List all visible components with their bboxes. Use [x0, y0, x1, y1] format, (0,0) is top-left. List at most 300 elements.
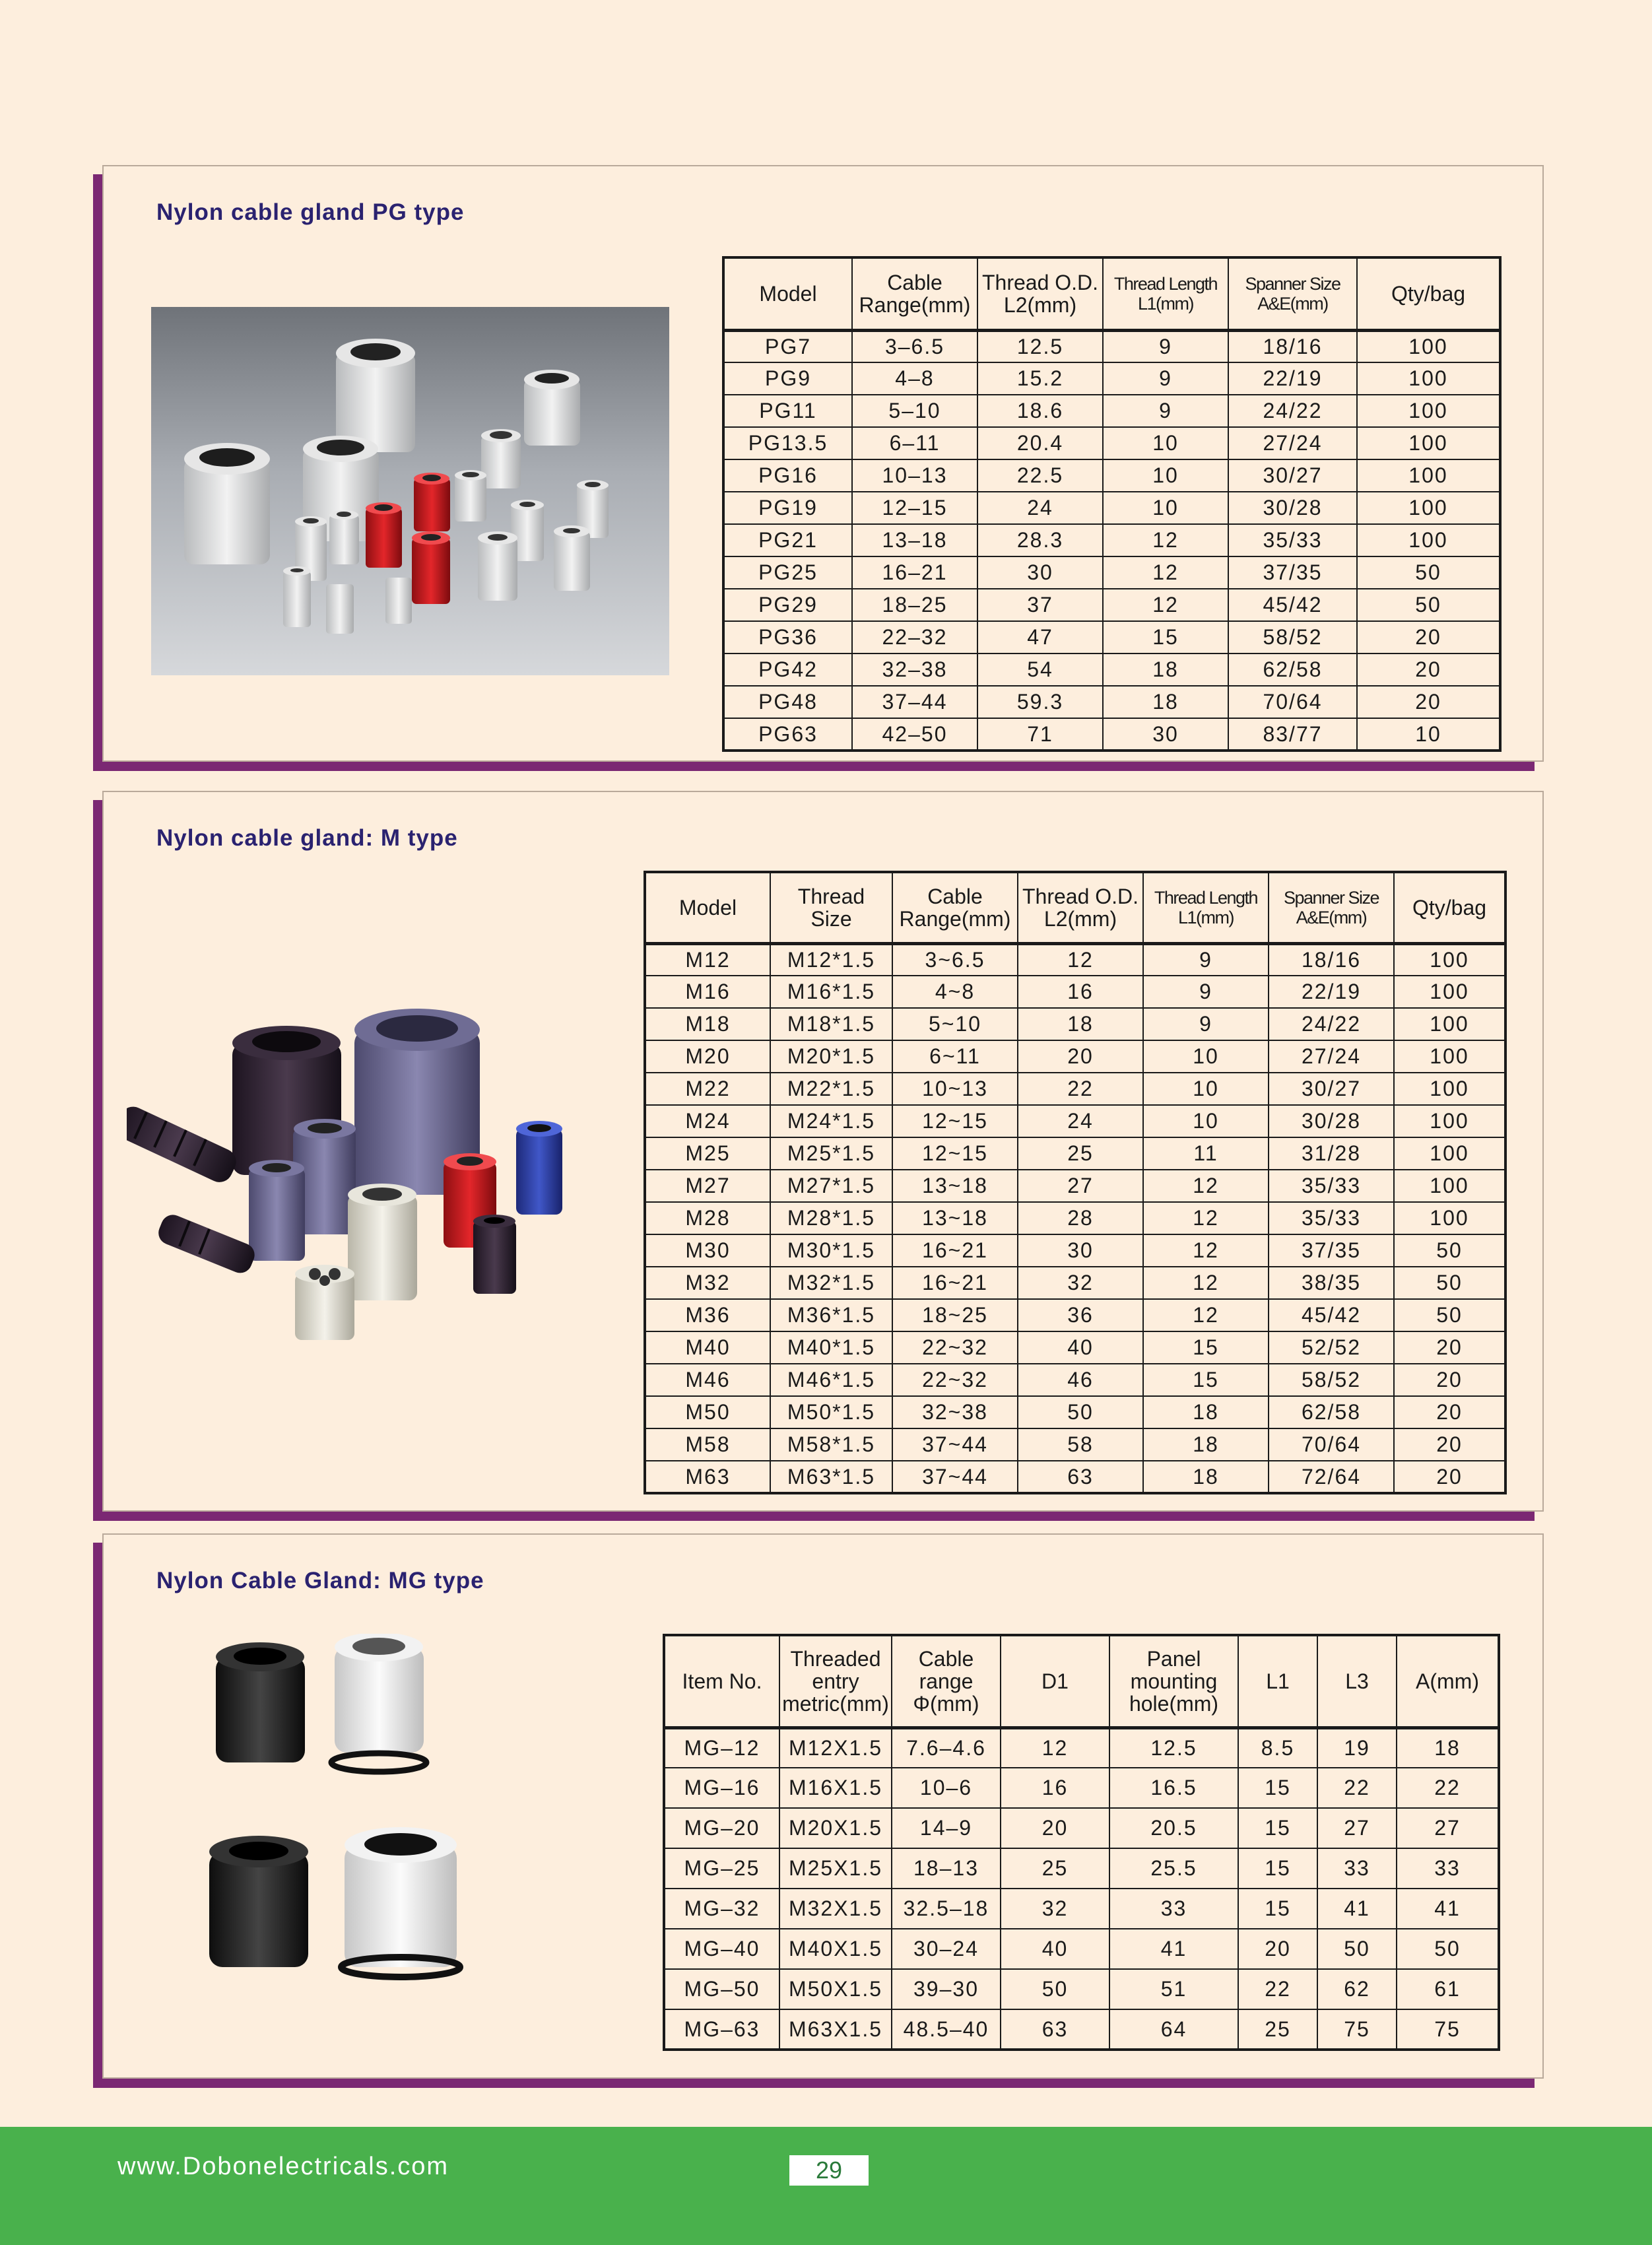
- table-cell: 12: [1143, 1267, 1269, 1299]
- column-header: Item No.: [664, 1635, 779, 1727]
- column-header: Cable Range(mm): [852, 257, 977, 330]
- table-cell: MG–63: [664, 2009, 779, 2050]
- table-cell: 20: [1018, 1040, 1143, 1073]
- table-header-row: [664, 1635, 1499, 1727]
- table-cell: 28.3: [977, 524, 1103, 556]
- table-cell: M25*1.5: [770, 1137, 892, 1170]
- table-cell: 8.5: [1238, 1727, 1317, 1768]
- table-cell: M50: [645, 1396, 770, 1428]
- table-cell: 9: [1143, 976, 1269, 1008]
- table-cell: 37/35: [1269, 1234, 1394, 1267]
- m-spec-table: [644, 871, 1507, 1494]
- table-cell: PG29: [723, 589, 852, 621]
- table-cell: 18–25: [852, 589, 977, 621]
- table-cell: 30: [1018, 1234, 1143, 1267]
- table-cell: 4–8: [852, 362, 977, 395]
- table-cell: MG–25: [664, 1848, 779, 1889]
- table-cell: 12: [1143, 1170, 1269, 1202]
- column-header: Thread Length L1(mm): [1103, 257, 1228, 330]
- table-cell: 13–18: [852, 524, 977, 556]
- column-header: L3: [1317, 1635, 1397, 1727]
- table-cell: 20: [1394, 1331, 1505, 1364]
- table-row: [664, 1929, 1499, 1969]
- table-cell: 61: [1397, 1969, 1499, 2009]
- table-cell: 50: [1394, 1234, 1505, 1267]
- table-row: [645, 1170, 1505, 1202]
- table-cell: 16–21: [852, 556, 977, 589]
- table-cell: M16*1.5: [770, 976, 892, 1008]
- table-cell: M63X1.5: [779, 2009, 892, 2050]
- table-cell: 50: [1357, 556, 1500, 589]
- table-row: [723, 556, 1500, 589]
- table-cell: M40*1.5: [770, 1331, 892, 1364]
- table-cell: 3–6.5: [852, 330, 977, 362]
- table-row: [664, 1848, 1499, 1889]
- table-row: [723, 524, 1500, 556]
- page-footer: [0, 2127, 1652, 2245]
- table-cell: 40: [1018, 1331, 1143, 1364]
- table-cell: 9: [1103, 330, 1228, 362]
- table-cell: 45/42: [1269, 1299, 1394, 1331]
- table-header-row: [723, 257, 1500, 330]
- column-header: Qty/bag: [1357, 257, 1500, 330]
- table-cell: 27/24: [1269, 1040, 1394, 1073]
- column-header: Qty/bag: [1394, 872, 1505, 943]
- table-cell: M58*1.5: [770, 1428, 892, 1461]
- table-cell: 70/64: [1228, 686, 1357, 718]
- table-cell: 42–50: [852, 718, 977, 751]
- table-cell: M46: [645, 1364, 770, 1396]
- table-cell: M27*1.5: [770, 1170, 892, 1202]
- table-cell: 30/27: [1228, 459, 1357, 492]
- table-cell: 37: [977, 589, 1103, 621]
- table-cell: 70/64: [1269, 1428, 1394, 1461]
- table-cell: M24*1.5: [770, 1105, 892, 1137]
- table-cell: 58: [1018, 1428, 1143, 1461]
- column-header: Thread O.D. L2(mm): [1018, 872, 1143, 943]
- table-cell: 10–13: [852, 459, 977, 492]
- table-cell: 100: [1394, 976, 1505, 1008]
- column-header: Thread Length L1(mm): [1143, 872, 1269, 943]
- table-cell: 54: [977, 653, 1103, 686]
- table-cell: 18/16: [1228, 330, 1357, 362]
- table-cell: 37~44: [892, 1428, 1018, 1461]
- table-row: [645, 1461, 1505, 1493]
- table-cell: MG–16: [664, 1768, 779, 1808]
- table-cell: M30: [645, 1234, 770, 1267]
- table-cell: M20: [645, 1040, 770, 1073]
- table-header-row: [645, 872, 1505, 943]
- table-cell: 20: [1001, 1808, 1109, 1848]
- table-cell: 27/24: [1228, 427, 1357, 459]
- column-header: Threaded entry metric(mm): [779, 1635, 892, 1727]
- table-cell: 12: [1143, 1234, 1269, 1267]
- table-cell: 32–38: [852, 653, 977, 686]
- table-cell: 40: [1001, 1929, 1109, 1969]
- table-row: [645, 1299, 1505, 1331]
- table-cell: 46: [1018, 1364, 1143, 1396]
- table-cell: M20X1.5: [779, 1808, 892, 1848]
- table-cell: 100: [1357, 492, 1500, 524]
- table-row: [645, 943, 1505, 976]
- table-cell: 20: [1394, 1364, 1505, 1396]
- table-cell: 30: [1103, 718, 1228, 751]
- table-row: [645, 1396, 1505, 1428]
- table-cell: 4~8: [892, 976, 1018, 1008]
- table-cell: 31/28: [1269, 1137, 1394, 1170]
- table-cell: 13~18: [892, 1170, 1018, 1202]
- table-cell: 24: [977, 492, 1103, 524]
- table-cell: 22: [1018, 1073, 1143, 1105]
- pg-section: [102, 165, 1544, 762]
- table-cell: 100: [1394, 1170, 1505, 1202]
- table-cell: 32: [1018, 1267, 1143, 1299]
- table-cell: M50*1.5: [770, 1396, 892, 1428]
- table-row: [664, 2009, 1499, 2050]
- table-cell: M16X1.5: [779, 1768, 892, 1808]
- table-cell: 15: [1238, 1808, 1317, 1848]
- column-header: Panel mounting hole(mm): [1109, 1635, 1238, 1727]
- table-cell: 18/16: [1269, 943, 1394, 976]
- table-cell: 38/35: [1269, 1267, 1394, 1299]
- table-cell: 13~18: [892, 1202, 1018, 1234]
- table-row: [723, 686, 1500, 718]
- table-cell: M16: [645, 976, 770, 1008]
- table-cell: 100: [1357, 330, 1500, 362]
- table-cell: 62: [1317, 1969, 1397, 2009]
- table-cell: 48.5–40: [892, 2009, 1001, 2050]
- table-cell: 12: [1143, 1299, 1269, 1331]
- table-row: [723, 492, 1500, 524]
- table-cell: 41: [1317, 1889, 1397, 1929]
- table-cell: 9: [1143, 943, 1269, 976]
- table-cell: M63: [645, 1461, 770, 1493]
- table-cell: M28*1.5: [770, 1202, 892, 1234]
- table-cell: M36*1.5: [770, 1299, 892, 1331]
- table-cell: PG11: [723, 395, 852, 427]
- table-cell: 15.2: [977, 362, 1103, 395]
- table-cell: M22: [645, 1073, 770, 1105]
- table-cell: 33: [1317, 1848, 1397, 1889]
- table-row: [723, 395, 1500, 427]
- table-cell: 19: [1317, 1727, 1397, 1768]
- table-row: [645, 1428, 1505, 1461]
- column-header: Thread Size: [770, 872, 892, 943]
- table-cell: 50: [1317, 1929, 1397, 1969]
- table-cell: 25: [1001, 1848, 1109, 1889]
- table-cell: 12.5: [1109, 1727, 1238, 1768]
- table-cell: 16~21: [892, 1234, 1018, 1267]
- table-row: [723, 589, 1500, 621]
- table-cell: 18: [1143, 1428, 1269, 1461]
- column-header: Cable range Φ(mm): [892, 1635, 1001, 1727]
- column-header: L1: [1238, 1635, 1317, 1727]
- table-cell: 100: [1394, 1008, 1505, 1040]
- table-cell: PG19: [723, 492, 852, 524]
- table-cell: 58/52: [1269, 1364, 1394, 1396]
- table-cell: 12.5: [977, 330, 1103, 362]
- table-cell: 63: [1001, 2009, 1109, 2050]
- table-cell: 72/64: [1269, 1461, 1394, 1493]
- table-cell: 22/19: [1228, 362, 1357, 395]
- table-cell: 100: [1394, 1137, 1505, 1170]
- table-cell: 41: [1109, 1929, 1238, 1969]
- table-cell: PG13.5: [723, 427, 852, 459]
- table-cell: 30/28: [1228, 492, 1357, 524]
- table-cell: 100: [1357, 459, 1500, 492]
- table-cell: M18: [645, 1008, 770, 1040]
- table-cell: 20: [1357, 686, 1500, 718]
- table-cell: 5~10: [892, 1008, 1018, 1040]
- table-cell: MG–50: [664, 1969, 779, 2009]
- table-cell: M18*1.5: [770, 1008, 892, 1040]
- table-cell: 45/42: [1228, 589, 1357, 621]
- table-cell: 18–13: [892, 1848, 1001, 1889]
- table-cell: M20*1.5: [770, 1040, 892, 1073]
- table-cell: 50: [1018, 1396, 1143, 1428]
- table-cell: PG36: [723, 621, 852, 653]
- table-cell: 30/27: [1269, 1073, 1394, 1105]
- table-cell: PG42: [723, 653, 852, 686]
- table-row: [664, 1808, 1499, 1848]
- table-cell: PG16: [723, 459, 852, 492]
- table-cell: 37~44: [892, 1461, 1018, 1493]
- column-header: A(mm): [1397, 1635, 1499, 1727]
- table-cell: 6~11: [892, 1040, 1018, 1073]
- pg-section-title: Nylon cable gland PG type: [156, 199, 465, 225]
- table-cell: 64: [1109, 2009, 1238, 2050]
- table-cell: 100: [1394, 1105, 1505, 1137]
- table-cell: 9: [1103, 395, 1228, 427]
- table-cell: 100: [1357, 524, 1500, 556]
- table-row: [645, 1331, 1505, 1364]
- column-header: Spanner Size A&E(mm): [1228, 257, 1357, 330]
- table-cell: M36: [645, 1299, 770, 1331]
- table-cell: 35/33: [1269, 1170, 1394, 1202]
- table-cell: 50: [1394, 1267, 1505, 1299]
- table-cell: 33: [1397, 1848, 1499, 1889]
- table-cell: PG7: [723, 330, 852, 362]
- website-link[interactable]: www.Dobonelectricals.com: [117, 2153, 449, 2180]
- column-header: D1: [1001, 1635, 1109, 1727]
- table-cell: 12: [1103, 556, 1228, 589]
- table-row: [645, 976, 1505, 1008]
- table-cell: MG–20: [664, 1808, 779, 1848]
- table-cell: 12~15: [892, 1137, 1018, 1170]
- table-row: [723, 653, 1500, 686]
- table-row: [664, 1889, 1499, 1929]
- table-cell: M30*1.5: [770, 1234, 892, 1267]
- table-cell: 15: [1238, 1848, 1317, 1889]
- table-cell: 9: [1143, 1008, 1269, 1040]
- table-cell: 71: [977, 718, 1103, 751]
- mg-spec-table: [663, 1634, 1500, 2051]
- table-row: [723, 621, 1500, 653]
- table-cell: 30–24: [892, 1929, 1001, 1969]
- column-header: Model: [723, 257, 852, 330]
- table-cell: M32*1.5: [770, 1267, 892, 1299]
- table-row: [664, 1969, 1499, 2009]
- pg-table-body: [723, 330, 1500, 751]
- table-cell: 25.5: [1109, 1848, 1238, 1889]
- table-cell: 20: [1394, 1428, 1505, 1461]
- table-cell: 83/77: [1228, 718, 1357, 751]
- table-cell: M25X1.5: [779, 1848, 892, 1889]
- table-cell: 18: [1143, 1396, 1269, 1428]
- table-cell: 22~32: [892, 1364, 1018, 1396]
- table-cell: M28: [645, 1202, 770, 1234]
- table-cell: M27: [645, 1170, 770, 1202]
- table-cell: 12: [1103, 589, 1228, 621]
- table-cell: 16: [1001, 1768, 1109, 1808]
- table-cell: 5–10: [852, 395, 977, 427]
- table-cell: 37/35: [1228, 556, 1357, 589]
- table-row: [645, 1234, 1505, 1267]
- table-cell: M25: [645, 1137, 770, 1170]
- table-cell: 58/52: [1228, 621, 1357, 653]
- table-cell: 62/58: [1269, 1396, 1394, 1428]
- table-cell: PG48: [723, 686, 852, 718]
- table-cell: M12X1.5: [779, 1727, 892, 1768]
- table-cell: 30/28: [1269, 1105, 1394, 1137]
- table-cell: 20: [1357, 621, 1500, 653]
- table-cell: MG–32: [664, 1889, 779, 1929]
- table-cell: 12: [1103, 524, 1228, 556]
- table-cell: M40: [645, 1331, 770, 1364]
- table-cell: M63*1.5: [770, 1461, 892, 1493]
- table-row: [645, 1202, 1505, 1234]
- table-cell: 100: [1394, 943, 1505, 976]
- table-cell: 22: [1397, 1768, 1499, 1808]
- table-cell: M24: [645, 1105, 770, 1137]
- table-cell: 37–44: [852, 686, 977, 718]
- mg-section-title: Nylon Cable Gland: MG type: [156, 1568, 484, 1593]
- column-header: Model: [645, 872, 770, 943]
- table-cell: M58: [645, 1428, 770, 1461]
- table-cell: 100: [1357, 395, 1500, 427]
- table-cell: 27: [1317, 1808, 1397, 1848]
- table-cell: 100: [1394, 1202, 1505, 1234]
- table-cell: 18: [1143, 1461, 1269, 1493]
- table-cell: M40X1.5: [779, 1929, 892, 1969]
- table-cell: 50: [1394, 1299, 1505, 1331]
- mg-product-photo: [209, 1634, 539, 1990]
- table-row: [723, 459, 1500, 492]
- table-cell: 52/52: [1269, 1331, 1394, 1364]
- table-cell: 100: [1357, 427, 1500, 459]
- table-cell: 32.5–18: [892, 1889, 1001, 1929]
- table-cell: 24/22: [1269, 1008, 1394, 1040]
- table-cell: 50: [1397, 1929, 1499, 1969]
- table-cell: 15: [1238, 1768, 1317, 1808]
- table-cell: 20: [1394, 1461, 1505, 1493]
- mg-section: [102, 1533, 1544, 2079]
- table-cell: 10: [1143, 1040, 1269, 1073]
- table-cell: 100: [1394, 1040, 1505, 1073]
- table-cell: 14–9: [892, 1808, 1001, 1848]
- table-cell: 33: [1109, 1889, 1238, 1929]
- table-cell: 10: [1357, 718, 1500, 751]
- table-cell: 15: [1238, 1889, 1317, 1929]
- table-cell: 12: [1001, 1727, 1109, 1768]
- column-header: Thread O.D. L2(mm): [977, 257, 1103, 330]
- table-cell: PG25: [723, 556, 852, 589]
- table-row: [645, 1137, 1505, 1170]
- table-cell: MG–12: [664, 1727, 779, 1768]
- table-cell: 16.5: [1109, 1768, 1238, 1808]
- table-cell: 12~15: [892, 1105, 1018, 1137]
- table-cell: MG–40: [664, 1929, 779, 1969]
- table-cell: 50: [1357, 589, 1500, 621]
- table-cell: 20.4: [977, 427, 1103, 459]
- table-row: [723, 427, 1500, 459]
- table-cell: 59.3: [977, 686, 1103, 718]
- table-row: [645, 1105, 1505, 1137]
- table-row: [645, 1008, 1505, 1040]
- table-cell: 11: [1143, 1137, 1269, 1170]
- table-cell: 35/33: [1269, 1202, 1394, 1234]
- table-cell: 22–32: [852, 621, 977, 653]
- table-cell: 32: [1001, 1889, 1109, 1929]
- table-cell: 18.6: [977, 395, 1103, 427]
- table-cell: 7.6–4.6: [892, 1727, 1001, 1768]
- table-cell: 47: [977, 621, 1103, 653]
- table-cell: PG63: [723, 718, 852, 751]
- table-cell: 15: [1103, 621, 1228, 653]
- table-cell: PG9: [723, 362, 852, 395]
- table-cell: 24/22: [1228, 395, 1357, 427]
- table-cell: 39–30: [892, 1969, 1001, 2009]
- table-row: [723, 330, 1500, 362]
- column-header: Spanner Size A&E(mm): [1269, 872, 1394, 943]
- table-cell: 10: [1143, 1073, 1269, 1105]
- table-row: [723, 718, 1500, 751]
- table-cell: 20.5: [1109, 1808, 1238, 1848]
- m-table-body: [645, 943, 1505, 1493]
- table-cell: 18: [1103, 653, 1228, 686]
- table-cell: 18~25: [892, 1299, 1018, 1331]
- table-cell: 22: [1238, 1969, 1317, 2009]
- table-cell: 9: [1103, 362, 1228, 395]
- page-number: 29: [789, 2155, 869, 2186]
- table-cell: 10: [1143, 1105, 1269, 1137]
- table-cell: 10: [1103, 427, 1228, 459]
- table-cell: M22*1.5: [770, 1073, 892, 1105]
- table-cell: 62/58: [1228, 653, 1357, 686]
- pg-spec-table: [722, 256, 1502, 752]
- table-cell: 63: [1018, 1461, 1143, 1493]
- table-cell: PG21: [723, 524, 852, 556]
- table-cell: 100: [1357, 362, 1500, 395]
- table-cell: 16: [1018, 976, 1143, 1008]
- table-cell: 27: [1397, 1808, 1499, 1848]
- table-cell: 10~13: [892, 1073, 1018, 1105]
- table-cell: 3~6.5: [892, 943, 1018, 976]
- table-cell: 20: [1394, 1396, 1505, 1428]
- m-product-photo: [127, 1003, 708, 1347]
- table-cell: M32: [645, 1267, 770, 1299]
- table-cell: 20: [1238, 1929, 1317, 1969]
- table-cell: 35/33: [1228, 524, 1357, 556]
- table-row: [723, 362, 1500, 395]
- table-cell: 41: [1397, 1889, 1499, 1929]
- table-row: [645, 1040, 1505, 1073]
- table-cell: 30: [977, 556, 1103, 589]
- table-cell: 20: [1357, 653, 1500, 686]
- table-cell: 6–11: [852, 427, 977, 459]
- table-cell: 22: [1317, 1768, 1397, 1808]
- table-cell: 10: [1103, 492, 1228, 524]
